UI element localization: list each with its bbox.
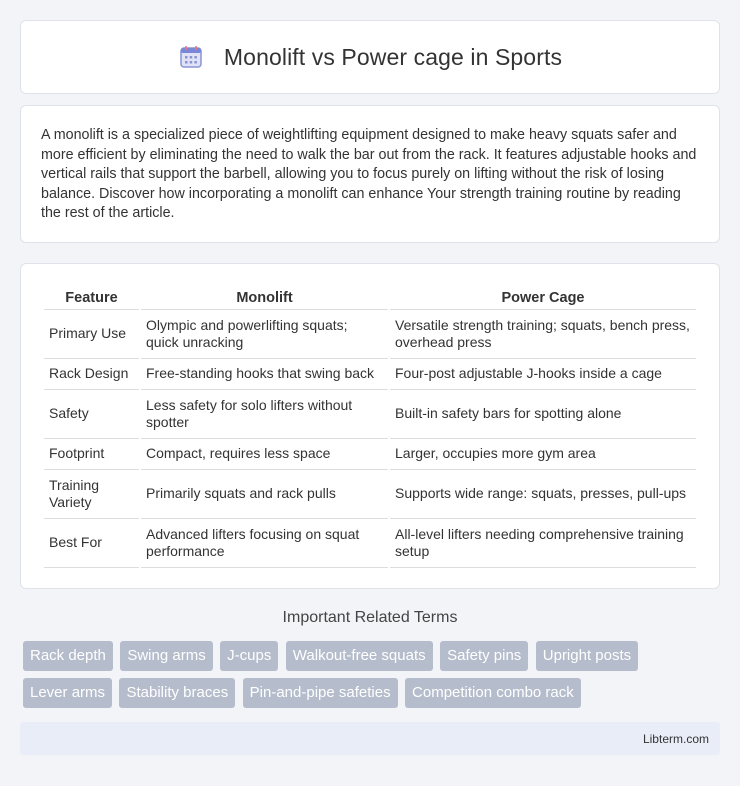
table-cell: Compact, requires less space	[141, 439, 388, 470]
table-row	[44, 439, 696, 470]
comparison-table	[42, 284, 698, 568]
table-cell: All-level lifters needing comprehensive training setup	[390, 519, 696, 568]
table-row	[44, 519, 696, 568]
table-row	[44, 470, 696, 519]
related-terms-title: Important Related Terms	[282, 609, 458, 626]
page-title: Monolift vs Power cage in Sports	[223, 43, 563, 70]
header-feature: Feature	[44, 284, 139, 310]
table-row	[44, 310, 696, 359]
table-row	[44, 359, 696, 390]
table-cell: Less safety for solo lifters without spotter	[141, 390, 388, 439]
table-row	[44, 390, 696, 439]
tag-j-cups[interactable]: J-cups	[220, 641, 278, 671]
header-monolift: Monolift	[141, 284, 388, 310]
tag-rack-depth[interactable]: Rack depth	[23, 641, 113, 671]
table-cell: Olympic and powerlifting squats; quick unracking	[141, 310, 388, 359]
table-header-row	[44, 284, 696, 310]
tag-safety-pins[interactable]: Safety pins	[440, 641, 528, 671]
table-cell: Safety	[44, 390, 139, 439]
table-cell: Larger, occupies more gym area	[390, 439, 696, 470]
tag-swing-arms[interactable]: Swing arms	[120, 641, 212, 671]
table-cell: Training Variety	[44, 470, 139, 519]
footer-link[interactable]: Libterm.com	[642, 732, 709, 746]
title-card	[20, 20, 720, 94]
comparison-card	[20, 263, 720, 589]
table-cell: Four-post adjustable J-hooks inside a cage	[390, 359, 696, 390]
footer	[20, 722, 720, 755]
calendar-icon	[178, 44, 204, 70]
table-cell: Free-standing hooks that swing back	[141, 359, 388, 390]
tag-lever-arms[interactable]: Lever arms	[23, 678, 112, 708]
header-power-cage: Power Cage	[390, 284, 696, 310]
tag-upright-posts[interactable]: Upright posts	[536, 641, 638, 671]
intro-text: A monolift is a specialized piece of weightlifting equipment designed to make heavy squats safer and more efficient by eliminating the need to walk the bar out from the rack. It features adjustable hooks and vertical rails that support the barbell, allowing you to focus purely on lifting without the risk of losing balance. Discover how incorporating a monolift can enhance Your strength training routine by reading the rest of the article.	[41, 127, 697, 222]
related-terms-list	[23, 641, 723, 715]
tag-competition-combo-rack[interactable]: Competition combo rack	[405, 678, 581, 708]
tag-stability-braces[interactable]: Stability braces	[119, 678, 235, 708]
table-cell: Supports wide range: squats, presses, pull-ups	[390, 470, 696, 519]
tag-walkout-free-squats[interactable]: Walkout-free squats	[286, 641, 433, 671]
table-cell: Primary Use	[44, 310, 139, 359]
table-cell: Footprint	[44, 439, 139, 470]
table-cell: Built-in safety bars for spotting alone	[390, 390, 696, 439]
table-cell: Best For	[44, 519, 139, 568]
table-cell: Primarily squats and rack pulls	[141, 470, 388, 519]
table-cell: Rack Design	[44, 359, 139, 390]
table-cell: Advanced lifters focusing on squat performance	[141, 519, 388, 568]
intro-card	[20, 105, 720, 243]
table-cell: Versatile strength training; squats, bench press, overhead press	[390, 310, 696, 359]
tag-pin-and-pipe-safeties[interactable]: Pin-and-pipe safeties	[243, 678, 398, 708]
